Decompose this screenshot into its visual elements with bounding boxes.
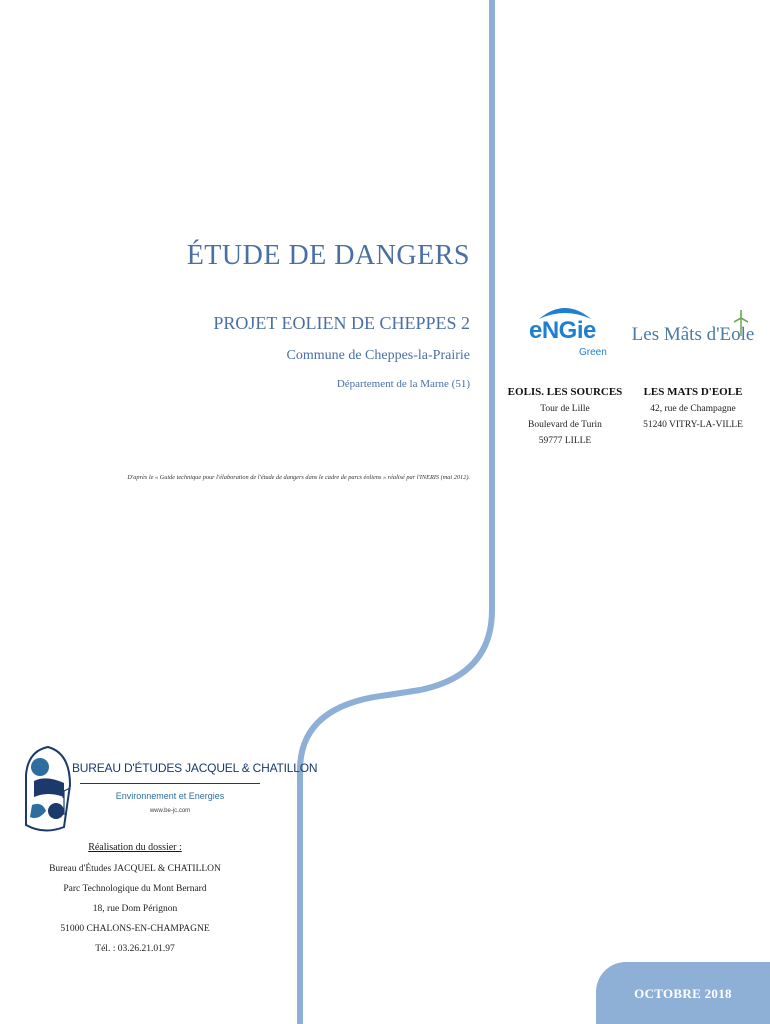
wind-turbine-icon (734, 310, 748, 336)
client-name: LES MATS D'EOLE (643, 386, 743, 398)
date-badge (596, 962, 770, 1024)
date-label: OCTOBRE 2018 (634, 986, 732, 1001)
bureau-emblem-icon (24, 745, 74, 833)
realisation-heading: Réalisation du dossier : (88, 842, 182, 853)
bureau-logo-title: BUREAU D'ÉTUDES JACQUEL & CHATILLON (72, 761, 318, 775)
realisation-block (0, 842, 270, 959)
commune-label: Commune de Cheppes-la-Prairie (286, 348, 470, 363)
bureau-logo-rule (80, 783, 260, 784)
bureau-logo (24, 745, 318, 835)
client-address-line: Tour de Lille (540, 404, 590, 414)
client-engie (500, 300, 630, 446)
client-address-line: Boulevard de Turin (528, 420, 602, 430)
client-address-line: 59777 LILLE (538, 436, 592, 446)
bureau-logo-web: www.be-jc.com (149, 808, 191, 814)
engie-logo-word: eNGie (529, 317, 596, 344)
document-title: ÉTUDE DE DANGERS (186, 240, 470, 271)
guide-note: D'après le « Guide technique pour l'élaboration de l'étude de dangers dans le cadre de parcs éoliens » réalisé par l'INERIS (mai 2012). (127, 474, 470, 481)
engie-logo-sub: Green (579, 347, 607, 358)
client-address-line: 42, rue de Champagne (650, 404, 736, 414)
realisation-line: Parc Technologique du Mont Bernard (63, 884, 207, 894)
mats-eole-logo (628, 300, 758, 370)
bureau-logo-sub: Environnement et Energies (115, 791, 225, 801)
client-mats-eole (628, 300, 758, 430)
mats-eole-logo-word: Les Mâts d'Eole (631, 324, 755, 345)
client-name: EOLIS. LES SOURCES (507, 386, 623, 398)
departement-label: Département de la Marne (51) (336, 378, 470, 390)
realisation-line: Bureau d'Études JACQUEL & CHATILLON (49, 864, 221, 874)
realisation-line: 51000 CHALONS-EN-CHAMPAGNE (60, 924, 210, 934)
realisation-line: 18, rue Dom Pérignon (92, 904, 178, 914)
realisation-line: Tél. : 03.26.21.01.97 (95, 944, 175, 954)
client-address-line: 51240 VITRY-LA-VILLE (643, 420, 743, 430)
engie-logo (500, 300, 630, 370)
project-subtitle: PROJET EOLIEN DE CHEPPES 2 (213, 313, 470, 333)
